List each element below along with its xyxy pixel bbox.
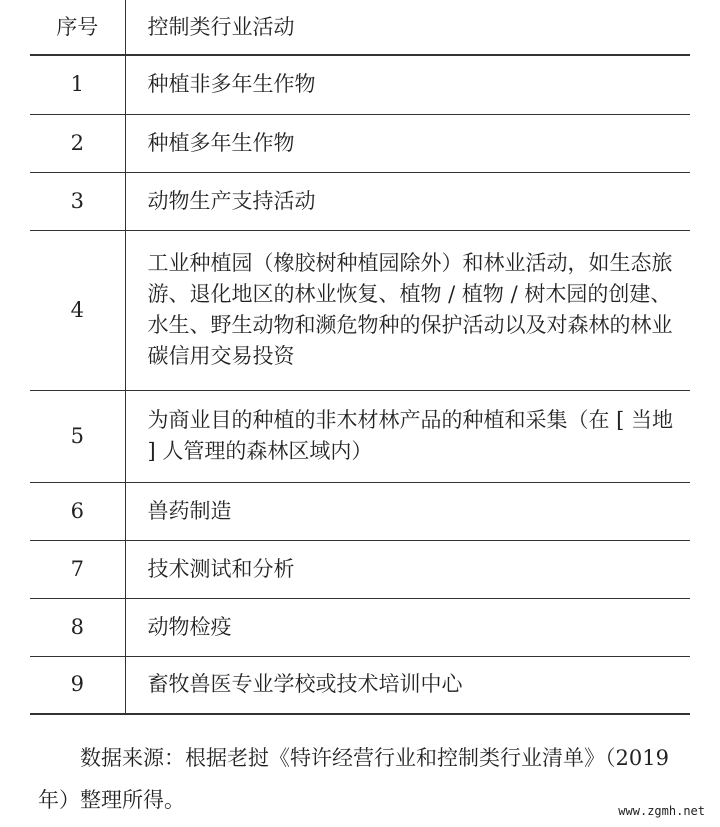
row-num: 2 <box>30 114 125 172</box>
table-row <box>30 482 690 540</box>
row-num: 7 <box>30 540 125 598</box>
controlled-industries-table <box>30 0 690 715</box>
row-activity: 工业种植园（橡胶树种植园除外）和林业活动，如生态旅游、退化地区的林业恢复、植物 / 植物 / 树木园的创建、水生、野生动物和濒危物种的保护活动以及对森林的林业碳信用交易投资 <box>125 230 690 390</box>
row-activity: 畜牧兽医专业学校或技术培训中心 <box>125 656 690 714</box>
table-row <box>30 598 690 656</box>
row-activity: 种植多年生作物 <box>125 114 690 172</box>
row-num: 6 <box>30 482 125 540</box>
source-note: 数据来源：根据老挝《特许经营行业和控制类行业清单》（2019 年）整理所得。 <box>38 746 669 812</box>
header-num: 序号 <box>30 0 125 55</box>
table-row <box>30 656 690 714</box>
row-activity: 为商业目的种植的非木材林产品的种植和采集（在 [ 当地 ] 人管理的森林区域内） <box>125 390 690 482</box>
row-activity: 动物生产支持活动 <box>125 172 690 230</box>
table-row <box>30 390 690 482</box>
table-row <box>30 230 690 390</box>
row-num: 4 <box>30 230 125 390</box>
table-row <box>30 114 690 172</box>
table-row <box>30 55 690 114</box>
row-num: 3 <box>30 172 125 230</box>
table-row <box>30 172 690 230</box>
row-num: 8 <box>30 598 125 656</box>
watermark: www.zgmh.net <box>615 803 708 819</box>
table-header-row <box>30 0 690 55</box>
row-activity: 动物检疫 <box>125 598 690 656</box>
header-activity: 控制类行业活动 <box>125 0 690 55</box>
table-row <box>30 540 690 598</box>
row-activity: 技术测试和分析 <box>125 540 690 598</box>
row-activity: 兽药制造 <box>125 482 690 540</box>
row-num: 5 <box>30 390 125 482</box>
row-num: 9 <box>30 656 125 714</box>
row-activity: 种植非多年生作物 <box>125 55 690 114</box>
row-num: 1 <box>30 55 125 114</box>
